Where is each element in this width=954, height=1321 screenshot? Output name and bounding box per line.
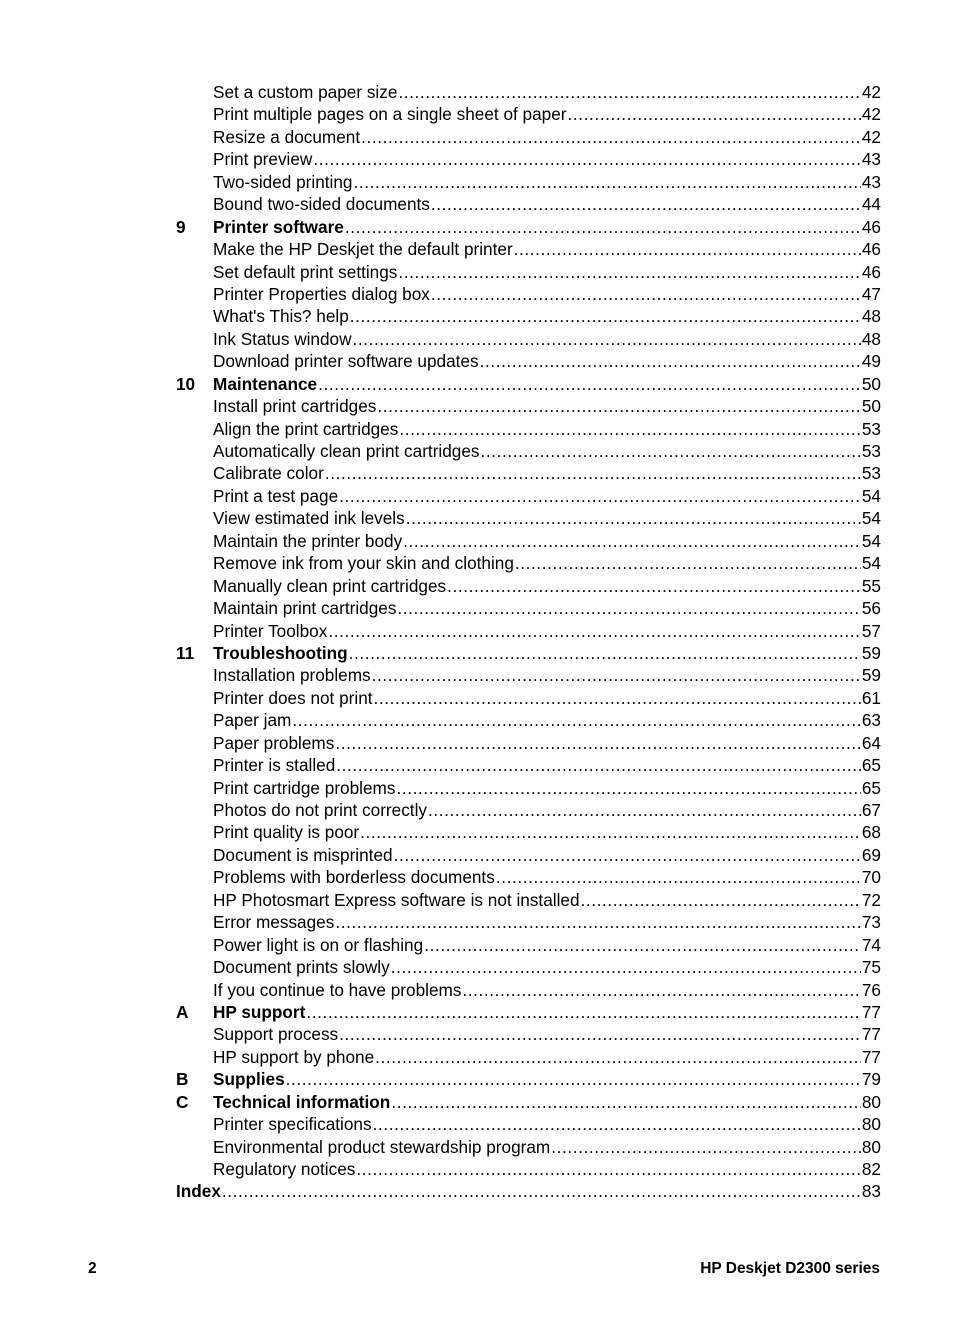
toc-leader-dots	[398, 81, 860, 103]
toc-page-number[interactable]: 54	[861, 508, 881, 529]
toc-section-row[interactable]	[176, 911, 881, 933]
toc-leader-dots	[377, 395, 861, 417]
toc-entry[interactable]	[213, 171, 881, 193]
toc-leader-dots	[325, 462, 861, 484]
toc-leader-dots	[480, 350, 861, 372]
toc-page-number[interactable]: 46	[861, 216, 881, 237]
toc-section-row[interactable]	[176, 1046, 881, 1068]
toc-entry[interactable]	[213, 709, 881, 731]
toc-section-row[interactable]	[176, 530, 881, 552]
toc-section-row[interactable]	[176, 1158, 881, 1180]
toc-page-number[interactable]: 46	[861, 239, 881, 260]
toc-entry[interactable]	[213, 305, 881, 327]
toc-title[interactable]: Photos do not print correctly	[213, 800, 427, 820]
toc-page-number[interactable]: 54	[861, 485, 881, 506]
toc-title[interactable]: If you continue to have problems	[213, 979, 462, 1000]
footer-product-name: HP Deskjet D2300 series	[700, 1260, 880, 1277]
toc-section-row[interactable]	[176, 261, 881, 283]
toc-title[interactable]: Print multiple pages on a single sheet of paper	[213, 104, 567, 125]
toc-section-row[interactable]	[176, 889, 881, 911]
toc-title[interactable]: Power light is on or flashing	[213, 934, 424, 955]
toc-section-row[interactable]	[176, 126, 881, 148]
toc-chapter-row[interactable]	[176, 642, 881, 664]
toc-section-row[interactable]	[176, 328, 881, 350]
toc-section-row[interactable]	[176, 844, 881, 866]
toc-page-number[interactable]: 61	[861, 687, 881, 708]
toc-section-row[interactable]	[176, 597, 881, 619]
toc-leader-dots	[431, 283, 861, 305]
toc-entry[interactable]	[213, 597, 881, 619]
toc-title[interactable]: Index	[176, 1181, 221, 1202]
toc-leader-dots	[353, 328, 861, 350]
toc-page-number[interactable]: 43	[861, 171, 881, 192]
toc-leader-dots	[396, 777, 860, 799]
toc-leader-dots	[318, 373, 861, 395]
toc-title[interactable]: Printer Properties dialog box	[213, 283, 430, 304]
toc-entry[interactable]	[213, 620, 881, 642]
toc-page-number[interactable]: 54	[861, 530, 881, 551]
toc-leader-dots	[350, 305, 861, 327]
toc-entry[interactable]	[213, 642, 881, 664]
toc-entry[interactable]	[213, 216, 881, 238]
toc-leader-dots	[222, 1180, 861, 1202]
toc-leader-dots	[328, 620, 861, 642]
toc-index-row[interactable]	[176, 1180, 881, 1202]
toc-entry[interactable]	[176, 1180, 881, 1202]
toc-page-number[interactable]: 70	[861, 867, 881, 888]
toc-entry[interactable]	[213, 777, 881, 799]
toc-page-number[interactable]: 77	[861, 1024, 881, 1045]
toc-entry[interactable]	[213, 81, 881, 103]
toc-leader-dots	[360, 821, 861, 843]
toc-leader-dots	[375, 1046, 861, 1068]
toc-entry[interactable]	[213, 283, 881, 305]
toc-title[interactable]: HP Photosmart Express software is not installed	[213, 889, 580, 910]
toc-title[interactable]: Print cartridge problems	[213, 777, 396, 798]
toc-page-number[interactable]: 75	[861, 957, 881, 978]
toc-title[interactable]: Printer is stalled	[213, 755, 336, 776]
toc-page-number[interactable]: 80	[861, 1136, 881, 1157]
toc-section-row[interactable]	[176, 687, 881, 709]
toc-section-row[interactable]	[176, 171, 881, 193]
toc-title[interactable]: Align the print cartridges	[213, 418, 399, 439]
toc-page-number[interactable]: 72	[861, 889, 881, 910]
toc-entry[interactable]	[213, 844, 881, 866]
toc-page-number[interactable]: 80	[861, 1114, 881, 1135]
toc-leader-dots	[551, 1136, 861, 1158]
toc-title[interactable]: Manually clean print cartridges	[213, 575, 447, 596]
toc-leader-dots	[339, 1023, 861, 1045]
toc-leader-dots	[431, 193, 861, 215]
toc-section-row[interactable]	[176, 979, 881, 1001]
toc-entry[interactable]	[213, 193, 881, 215]
toc-page-number[interactable]: 50	[861, 373, 881, 394]
toc-title[interactable]: View estimated ink levels	[213, 508, 405, 529]
toc-title[interactable]: Problems with borderless documents	[213, 867, 495, 888]
toc-title[interactable]: Install print cartridges	[213, 396, 377, 417]
toc-section-row[interactable]	[176, 81, 881, 103]
toc-chapter-row[interactable]	[176, 1091, 881, 1113]
toc-entry[interactable]	[213, 821, 881, 843]
toc-entry[interactable]	[213, 103, 881, 125]
toc-section-row[interactable]	[176, 821, 881, 843]
toc-page-number[interactable]: 63	[861, 710, 881, 731]
toc-leader-dots	[306, 1001, 861, 1023]
toc-title[interactable]: Printer Toolbox	[213, 620, 328, 641]
toc-title[interactable]: Print a test page	[213, 485, 339, 506]
toc-entry[interactable]	[213, 1091, 881, 1113]
toc-leader-dots	[462, 979, 860, 1001]
toc-entry[interactable]	[213, 799, 881, 821]
toc-leader-dots	[424, 934, 861, 956]
toc-entry[interactable]	[213, 956, 881, 978]
toc-section-row[interactable]	[176, 103, 881, 125]
toc-title[interactable]: Paper problems	[213, 732, 335, 753]
toc-entry[interactable]	[213, 350, 881, 372]
toc-title[interactable]: Document prints slowly	[213, 957, 390, 978]
toc-page-number[interactable]: 80	[861, 1091, 881, 1112]
toc-leader-dots	[496, 866, 861, 888]
toc-page-number[interactable]: 67	[861, 800, 881, 820]
toc-section-row[interactable]	[176, 238, 881, 260]
toc-leader-dots	[313, 148, 861, 170]
toc-page-number[interactable]: 42	[861, 126, 881, 147]
toc-title[interactable]: Error messages	[213, 912, 335, 933]
toc-title[interactable]: Paper jam	[213, 710, 292, 731]
toc-section-row[interactable]	[176, 148, 881, 170]
toc-title[interactable]: Automatically clean print cartridges	[213, 441, 480, 461]
toc-leader-dots	[336, 754, 861, 776]
toc-page-number[interactable]: 56	[861, 598, 881, 619]
toc-leader-dots	[335, 732, 861, 754]
toc-entry[interactable]	[213, 485, 881, 507]
toc-leader-dots	[397, 597, 860, 619]
toc-page-number[interactable]: 53	[861, 463, 881, 484]
toc-title[interactable]: HP support	[213, 1001, 306, 1022]
toc-leader-dots	[286, 1068, 861, 1090]
toc-title[interactable]: Set a custom paper size	[213, 82, 398, 102]
toc-page-number[interactable]: 83	[861, 1181, 881, 1202]
table-of-contents	[176, 81, 881, 1203]
toc-entry[interactable]	[213, 866, 881, 888]
toc-page-number[interactable]: 74	[861, 934, 881, 955]
toc-page-number[interactable]: 53	[861, 441, 881, 461]
toc-leader-dots	[391, 956, 861, 978]
toc-page-number[interactable]: 59	[861, 642, 881, 663]
toc-leader-dots	[394, 844, 861, 866]
toc-chapter-row[interactable]	[176, 1001, 881, 1023]
toc-title[interactable]: Document is misprinted	[213, 844, 393, 865]
toc-entry[interactable]	[213, 1068, 881, 1090]
toc-section-row[interactable]	[176, 754, 881, 776]
toc-leader-dots	[372, 664, 861, 686]
toc-chapter-number: A	[176, 1001, 189, 1022]
toc-title[interactable]: Installation problems	[213, 665, 371, 686]
toc-title[interactable]: What's This? help	[213, 306, 349, 327]
toc-title[interactable]: Resize a document	[213, 126, 361, 147]
toc-leader-dots	[335, 911, 861, 933]
toc-entry[interactable]	[213, 934, 881, 956]
toc-title[interactable]: Download printer software updates	[213, 351, 479, 372]
toc-entry[interactable]	[213, 395, 881, 417]
toc-page-number[interactable]: 79	[861, 1069, 881, 1090]
toc-section-row[interactable]	[176, 283, 881, 305]
toc-leader-dots	[399, 418, 861, 440]
toc-title[interactable]: Ink Status window	[213, 328, 352, 349]
toc-page-number[interactable]: 54	[861, 553, 881, 574]
toc-section-row[interactable]	[176, 418, 881, 440]
toc-title[interactable]: Regulatory notices	[213, 1159, 356, 1179]
toc-section-row[interactable]	[176, 956, 881, 978]
toc-section-row[interactable]	[176, 777, 881, 799]
toc-title[interactable]: Maintain print cartridges	[213, 598, 397, 619]
toc-leader-dots	[339, 485, 861, 507]
toc-section-row[interactable]	[176, 395, 881, 417]
toc-section-row[interactable]	[176, 934, 881, 956]
toc-entry[interactable]	[213, 1046, 881, 1068]
toc-title[interactable]: Maintenance	[213, 373, 318, 394]
toc-leader-dots	[356, 1158, 861, 1180]
toc-chapter-number: 11	[176, 642, 195, 663]
toc-section-row[interactable]	[176, 440, 881, 462]
toc-title[interactable]: Technical information	[213, 1091, 391, 1112]
toc-entry[interactable]	[213, 575, 881, 597]
toc-leader-dots	[391, 1091, 861, 1113]
toc-page-number[interactable]: 46	[861, 261, 881, 282]
footer-page-number: 2	[88, 1260, 97, 1277]
toc-entry[interactable]	[213, 507, 881, 529]
toc-section-row[interactable]	[176, 1023, 881, 1045]
toc-entry[interactable]	[213, 552, 881, 574]
toc-title[interactable]: Set default print settings	[213, 261, 398, 282]
toc-leader-dots	[568, 103, 861, 125]
toc-entry[interactable]	[213, 664, 881, 686]
toc-section-row[interactable]	[176, 866, 881, 888]
toc-leader-dots	[581, 889, 861, 911]
toc-page-number[interactable]: 43	[861, 149, 881, 170]
toc-leader-dots	[374, 687, 861, 709]
toc-leader-dots	[515, 552, 861, 574]
toc-chapter-row[interactable]	[176, 373, 881, 395]
toc-entry[interactable]	[213, 440, 881, 462]
toc-chapter-number: B	[176, 1069, 189, 1090]
toc-leader-dots	[361, 126, 861, 148]
toc-entry[interactable]	[213, 418, 881, 440]
toc-page-number[interactable]: 53	[861, 418, 881, 439]
toc-leader-dots	[481, 440, 861, 462]
toc-page-number[interactable]: 42	[861, 104, 881, 125]
toc-entry[interactable]	[213, 687, 881, 709]
toc-page-number[interactable]: 57	[861, 620, 881, 641]
toc-section-row[interactable]	[176, 799, 881, 821]
toc-page-number[interactable]: 50	[861, 396, 881, 417]
toc-title[interactable]: Support process	[213, 1024, 339, 1045]
toc-chapter-row[interactable]	[176, 216, 881, 238]
toc-entry[interactable]	[213, 530, 881, 552]
toc-entry[interactable]	[213, 238, 881, 260]
toc-section-row[interactable]	[176, 620, 881, 642]
toc-page-number[interactable]: 76	[861, 979, 881, 1000]
toc-entry[interactable]	[213, 979, 881, 1001]
toc-entry[interactable]	[213, 732, 881, 754]
toc-section-row[interactable]	[176, 350, 881, 372]
toc-leader-dots	[403, 530, 861, 552]
toc-chapter-number: 9	[176, 216, 186, 237]
toc-section-row[interactable]	[176, 462, 881, 484]
toc-section-row[interactable]	[176, 305, 881, 327]
toc-title[interactable]: Printer specifications	[213, 1114, 372, 1135]
toc-leader-dots	[514, 238, 861, 260]
toc-entry[interactable]	[213, 1113, 881, 1135]
toc-section-row[interactable]	[176, 485, 881, 507]
toc-title[interactable]: Environmental product stewardship program	[213, 1136, 551, 1157]
toc-title[interactable]: Bound two-sided documents	[213, 194, 430, 215]
toc-entry[interactable]	[213, 373, 881, 395]
toc-entry[interactable]	[213, 1136, 881, 1158]
toc-page-number[interactable]: 82	[861, 1159, 881, 1179]
toc-section-row[interactable]	[176, 1136, 881, 1158]
toc-page-number[interactable]: 65	[861, 777, 881, 798]
toc-page-number[interactable]: 47	[861, 283, 881, 304]
toc-leader-dots	[292, 709, 861, 731]
toc-entry[interactable]	[213, 148, 881, 170]
toc-title[interactable]: Supplies	[213, 1069, 285, 1090]
toc-leader-dots	[406, 507, 861, 529]
toc-section-row[interactable]	[176, 507, 881, 529]
toc-page-number[interactable]: 64	[861, 732, 881, 753]
toc-leader-dots	[428, 799, 861, 821]
toc-entry[interactable]	[213, 462, 881, 484]
toc-page-number[interactable]: 77	[861, 1001, 881, 1022]
toc-entry[interactable]	[213, 1023, 881, 1045]
toc-section-row[interactable]	[176, 575, 881, 597]
toc-title[interactable]: Print quality is poor	[213, 822, 360, 843]
toc-title[interactable]: Troubleshooting	[213, 642, 348, 663]
toc-title[interactable]: Remove ink from your skin and clothing	[213, 553, 514, 574]
toc-section-row[interactable]	[176, 732, 881, 754]
toc-title[interactable]: Printer software	[213, 216, 344, 237]
toc-entry[interactable]	[213, 889, 881, 911]
toc-page-number[interactable]: 48	[861, 328, 881, 349]
toc-page-number[interactable]: 77	[861, 1046, 881, 1067]
toc-page-number[interactable]: 65	[861, 755, 881, 776]
toc-page-number[interactable]: 55	[861, 575, 881, 596]
toc-section-row[interactable]	[176, 709, 881, 731]
toc-page-number[interactable]: 68	[861, 822, 881, 843]
toc-entry[interactable]	[213, 1158, 881, 1180]
toc-page-number[interactable]: 73	[861, 912, 881, 933]
toc-entry[interactable]	[213, 126, 881, 148]
toc-page-number[interactable]: 48	[861, 306, 881, 327]
toc-page-number[interactable]: 42	[861, 82, 881, 102]
toc-page-number[interactable]: 59	[861, 665, 881, 686]
toc-page-number[interactable]: 69	[861, 844, 881, 865]
toc-title[interactable]: Two-sided printing	[213, 171, 353, 192]
toc-section-row[interactable]	[176, 664, 881, 686]
toc-chapter-row[interactable]	[176, 1068, 881, 1090]
toc-title[interactable]: Maintain the printer body	[213, 530, 403, 551]
toc-section-row[interactable]	[176, 1113, 881, 1135]
toc-leader-dots	[349, 642, 861, 664]
toc-chapter-number: 10	[176, 373, 196, 394]
toc-page-number[interactable]: 49	[861, 351, 881, 372]
toc-title[interactable]: Printer does not print	[213, 687, 373, 708]
toc-section-row[interactable]	[176, 552, 881, 574]
toc-leader-dots	[345, 216, 861, 238]
toc-page-number[interactable]: 44	[861, 194, 881, 215]
toc-title[interactable]: Make the HP Deskjet the default printer	[213, 239, 513, 260]
toc-entry[interactable]	[213, 328, 881, 350]
toc-entry[interactable]	[213, 911, 881, 933]
toc-leader-dots	[373, 1113, 861, 1135]
toc-title[interactable]: Calibrate color	[213, 463, 324, 484]
toc-title[interactable]: HP support by phone	[213, 1046, 375, 1067]
toc-leader-dots	[447, 575, 861, 597]
toc-leader-dots	[353, 171, 860, 193]
toc-entry[interactable]	[213, 261, 881, 283]
toc-leader-dots	[398, 261, 860, 283]
toc-section-row[interactable]	[176, 193, 881, 215]
toc-entry[interactable]	[213, 754, 881, 776]
toc-entry[interactable]	[213, 1001, 881, 1023]
toc-title[interactable]: Print preview	[213, 149, 313, 170]
toc-chapter-number: C	[176, 1091, 189, 1112]
